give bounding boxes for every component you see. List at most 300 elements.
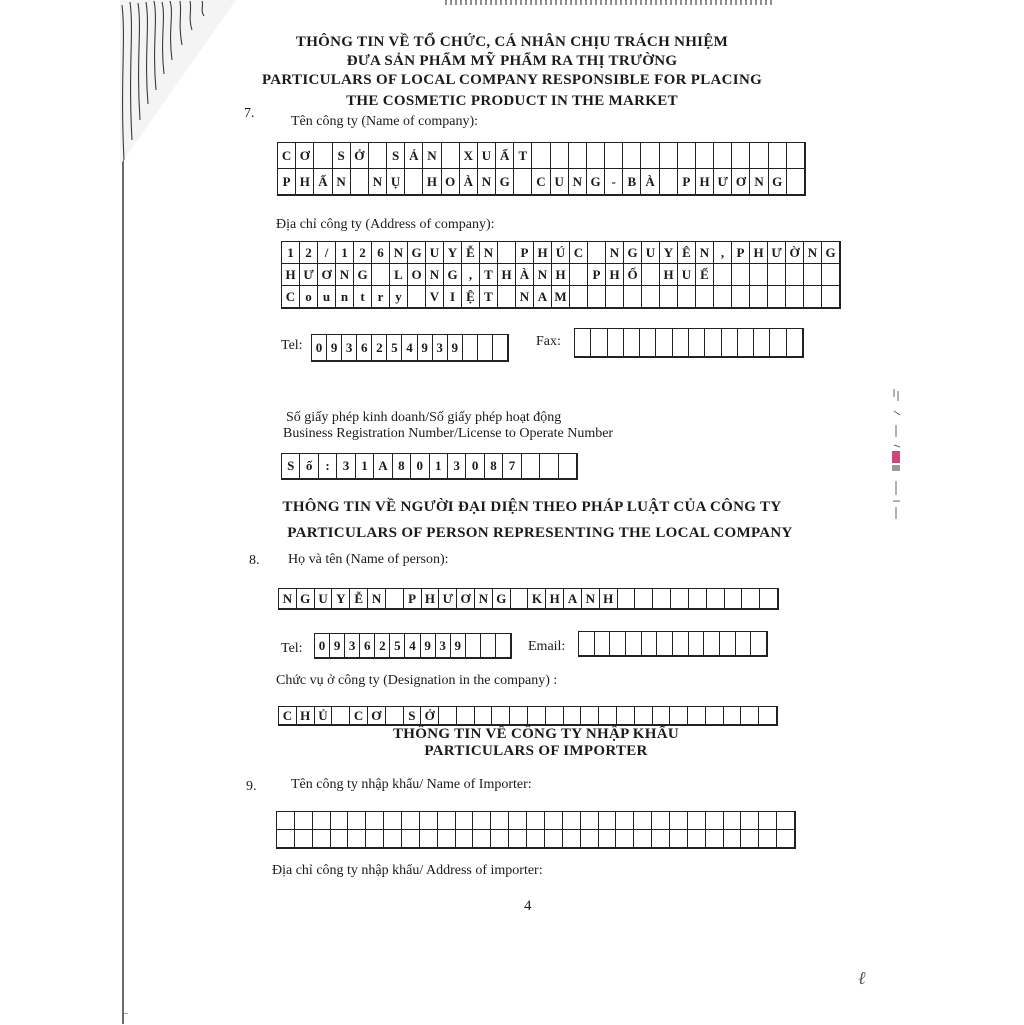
fax-digit-box [738,329,754,357]
address-char-box [498,286,516,308]
address-char-box [768,264,786,286]
designation-char-box [688,707,706,725]
person-tel-grid[interactable] [314,633,512,659]
address-char-box: 6 [372,242,390,264]
page-number: 4 [524,898,532,914]
name-char-box: P [404,589,422,609]
designation-char-box [635,707,653,725]
importer-title-vi: THÔNG TIN VỀ CÔNG TY NHẬP KHẨU [393,726,679,742]
company-char-box [314,143,332,169]
address-char-box: L [390,264,408,286]
person-tel-digit-box: 0 [315,634,330,658]
address-char-box [714,264,732,286]
importer-char-box [759,830,777,848]
company-char-box [787,143,805,169]
importer-char-box [563,830,581,848]
address-char-box [714,286,732,308]
designation-char-box [724,707,742,725]
email-char-box [673,632,689,656]
importer-char-box [331,830,349,848]
fax-digit-box [656,329,672,357]
designation-char-box: Ở [421,707,439,725]
name-char-box: N [368,589,386,609]
importer-char-box [277,812,295,830]
address-char-box: T [480,264,498,286]
license-char-box: 8 [393,454,411,479]
person-tel-digit-box: 5 [390,634,405,658]
address-char-box [642,264,660,286]
address-char-box: N [336,264,354,286]
importer-char-box [366,830,384,848]
importer-char-box [741,812,759,830]
address-char-box: Ễ [462,242,480,264]
email-char-box [704,632,720,656]
tel-digit-box: 3 [342,335,357,361]
person-tel-digit-box: 9 [330,634,345,658]
tel-digit-box: 6 [357,335,372,361]
company-char-box [351,169,369,195]
company-char-box: T [514,143,532,169]
importer-char-box [545,830,563,848]
designation-char-box [617,707,635,725]
company-char-box: O [442,169,460,195]
address-char-box: N [426,264,444,286]
person-tel-digit-box: 9 [451,634,466,658]
header-line-1: THÔNG TIN VỀ TỔ CHỨC, CÁ NHÂN CHỊU TRÁCH NHIỆM [295,34,729,50]
person-tel-digit-box: 4 [405,634,420,658]
name-char-box: N [582,589,600,609]
company-char-box [623,143,641,169]
person-tel-digit-box [481,634,496,658]
company-char-box: G [769,169,787,195]
company-char-box: C [278,143,296,169]
address-char-box [570,264,588,286]
fax-digit-box [787,329,803,357]
address-char-box: P [732,242,750,264]
company-char-box: N [369,169,387,195]
license-char-box [522,454,540,479]
license-char-box: S [282,454,300,479]
email-grid[interactable] [578,631,768,657]
address-char-box: P [516,242,534,264]
name-char-box: K [528,589,546,609]
designation-char-box [653,707,671,725]
designation-char-box [475,707,493,725]
address-char-box [570,286,588,308]
name-char-box: H [546,589,564,609]
name-char-box [511,589,529,609]
email-char-box [689,632,705,656]
address-char-box: M [552,286,570,308]
license-char-box [559,454,577,479]
address-char-box: C [282,286,300,308]
address-char-box [804,286,822,308]
designation-char-box: H [297,707,315,725]
address-char-box: H [282,264,300,286]
designation-char-box: Ủ [315,707,333,725]
address-char-box: U [678,264,696,286]
importer-char-box [581,830,599,848]
company-char-box: Ụ [387,169,405,195]
importer-char-box [509,812,527,830]
tel-digit-box: 5 [387,335,402,361]
license-char-box: 3 [448,454,466,479]
header-line-4: THE COSMETIC PRODUCT IN THE MARKET [346,93,678,109]
name-char-box: G [493,589,511,609]
company-char-box [696,143,714,169]
importer-char-box [616,812,634,830]
fax-label: Fax: [536,334,561,349]
email-char-box [720,632,736,656]
importer-char-box [295,812,313,830]
company-char-box: N [423,143,441,169]
designation-char-box [706,707,724,725]
company-char-box: H [296,169,314,195]
address-char-box: G [624,242,642,264]
license-char-box: 1 [356,454,374,479]
name-char-box: Y [332,589,350,609]
company-char-box [714,143,732,169]
name-char-box: H [600,589,618,609]
company-char-box [750,143,768,169]
importer-char-box [634,812,652,830]
name-char-box [760,589,778,609]
person-tel-digit-box: 3 [345,634,360,658]
designation-char-box: C [279,707,297,725]
designation-char-box [564,707,582,725]
address-char-box: G [408,242,426,264]
tel-digit-box: 9 [327,335,342,361]
person-name-label: Họ và tên (Name of person): [288,552,449,567]
company-char-box [678,143,696,169]
address-char-box: H [498,264,516,286]
name-char-box: Ơ [457,589,475,609]
address-char-box [732,264,750,286]
address-char-box [642,286,660,308]
address-char-box: V [426,286,444,308]
designation-char-box [492,707,510,725]
address-char-box: G [444,264,462,286]
address-char-box: Ú [552,242,570,264]
importer-char-box [741,830,759,848]
company-char-box [769,143,787,169]
person-tel-digit-box [496,634,511,658]
company-char-box [569,143,587,169]
importer-char-box [420,830,438,848]
email-char-box [579,632,595,656]
license-char-box [540,454,558,479]
company-char-box: B [623,169,641,195]
company-char-box: - [605,169,623,195]
name-char-box [742,589,760,609]
email-char-box [610,632,626,656]
address-char-box: t [354,286,372,308]
importer-char-box [491,830,509,848]
address-char-box [678,286,696,308]
address-char-box: Ố [624,264,642,286]
name-char-box: A [564,589,582,609]
address-char-box [498,242,516,264]
address-char-box: Ệ [462,286,480,308]
company-char-box [587,143,605,169]
email-char-box [736,632,752,656]
company-char-box: P [678,169,696,195]
company-char-box [660,143,678,169]
license-char-box: 1 [430,454,448,479]
tel-digit-box: 9 [448,335,463,361]
address-char-box: / [318,242,336,264]
address-char-box [660,286,678,308]
company-char-box: N [478,169,496,195]
importer-char-box [473,830,491,848]
address-char-box: , [714,242,732,264]
importer-char-box [759,812,777,830]
importer-title-en: PARTICULARS OF IMPORTER [424,743,648,759]
name-char-box [671,589,689,609]
name-char-box [618,589,636,609]
license-char-box: 7 [503,454,521,479]
tel-digit-box [463,335,478,361]
tel-digit-box: 9 [418,335,433,361]
name-char-box: H [422,589,440,609]
fax-digit-box [591,329,607,357]
importer-char-box [688,830,706,848]
name-char-box [386,589,404,609]
fax-digit-box [722,329,738,357]
importer-char-box [331,812,349,830]
address-char-box: Y [444,242,462,264]
company-char-box: H [423,169,441,195]
importer-char-box [670,812,688,830]
person-tel-digit-box: 9 [421,634,436,658]
address-char-box [588,242,606,264]
importer-char-box [652,830,670,848]
importer-char-box [527,812,545,830]
importer-char-box [724,812,742,830]
importer-address-label: Địa chỉ công ty nhập khẩu/ Address of importer: [272,863,543,878]
company-char-box: H [696,169,714,195]
address-char-box: C [570,242,588,264]
address-char-box: N [480,242,498,264]
address-char-box [732,286,750,308]
initials-mark: ℓ [858,968,866,988]
company-char-box [641,143,659,169]
importer-char-box [366,812,384,830]
email-char-box [626,632,642,656]
company-char-box [787,169,805,195]
company-address-grid[interactable] [281,241,841,309]
designation-char-box [581,707,599,725]
address-char-box: H [552,264,570,286]
address-char-box: G [354,264,372,286]
section-9-number: 9. [246,779,257,794]
company-char-box: U [478,143,496,169]
address-char-box: U [642,242,660,264]
address-char-box [696,286,714,308]
designation-char-box [332,707,350,725]
importer-char-box [420,812,438,830]
tel-digit-box: 2 [372,335,387,361]
importer-char-box [402,812,420,830]
address-char-box: Y [660,242,678,264]
importer-char-box [616,830,634,848]
address-char-box [786,286,804,308]
importer-char-box [277,830,295,848]
fax-digit-box [624,329,640,357]
license-char-box: 0 [411,454,429,479]
tel-digit-box: 3 [433,335,448,361]
license-char-box: 0 [466,454,484,479]
importer-char-box [384,812,402,830]
address-char-box: H [750,242,768,264]
name-char-box [707,589,725,609]
importer-char-box [777,812,795,830]
address-char-box [822,264,840,286]
company-char-box [551,143,569,169]
address-char-box: u [318,286,336,308]
tel-digit-box: 4 [402,335,417,361]
importer-char-box [670,830,688,848]
name-char-box [725,589,743,609]
person-tel-digit-box [466,634,481,658]
name-char-box: G [297,589,315,609]
designation-grid[interactable] [278,706,778,726]
address-char-box: A [534,286,552,308]
company-char-box [532,143,550,169]
company-char-box: N [569,169,587,195]
importer-char-box [402,830,420,848]
designation-char-box [670,707,688,725]
name-char-box [689,589,707,609]
designation-char-box [439,707,457,725]
fax-digit-box [575,329,591,357]
fax-digit-box [673,329,689,357]
address-char-box: G [822,242,840,264]
top-scan-smudge [445,0,775,5]
address-char-box: H [606,264,624,286]
importer-name-grid[interactable] [276,811,796,849]
designation-char-box: S [404,707,422,725]
email-char-box [642,632,658,656]
license-char-box: 8 [485,454,503,479]
company-char-box: À [641,169,659,195]
importer-char-box [652,812,670,830]
address-char-box: N [606,242,624,264]
company-char-box: Ư [714,169,732,195]
designation-char-box [741,707,759,725]
address-char-box [624,286,642,308]
license-number-grid[interactable] [281,453,578,480]
company-char-box: Ơ [732,169,750,195]
address-char-box: N [804,242,822,264]
address-char-box: H [534,242,552,264]
company-char-box [442,143,460,169]
designation-char-box [528,707,546,725]
company-char-box: Ấ [496,143,514,169]
company-fax-grid[interactable] [574,328,804,358]
section-7-number: 7. [244,106,255,121]
address-char-box: Ê [678,242,696,264]
company-char-box: U [551,169,569,195]
email-char-box [595,632,611,656]
company-char-box: Ả [405,143,423,169]
importer-char-box [313,812,331,830]
fax-digit-box [754,329,770,357]
name-char-box: N [475,589,493,609]
designation-label: Chức vụ ở công ty (Designation in the company) : [276,673,558,688]
address-char-box: P [588,264,606,286]
company-name-grid[interactable] [277,142,806,196]
email-label: Email: [528,639,566,654]
designation-char-box [386,707,404,725]
importer-char-box [599,812,617,830]
address-char-box [606,286,624,308]
company-char-box: Ở [351,143,369,169]
address-char-box: Ư [768,242,786,264]
representative-title-vi: THÔNG TIN VỀ NGƯỜI ĐẠI DIỆN THEO PHÁP LUẬT CỦA CÔNG TY [282,499,782,515]
tel-label: Tel: [281,338,303,353]
importer-char-box [599,830,617,848]
importer-char-box [509,830,527,848]
importer-char-box [777,830,795,848]
company-char-box [660,169,678,195]
company-char-box [369,143,387,169]
company-char-box [605,143,623,169]
importer-char-box [384,830,402,848]
company-char-box: G [587,169,605,195]
address-char-box: Ơ [318,264,336,286]
importer-char-box [456,830,474,848]
license-char-box: 3 [337,454,355,479]
address-char-box [786,264,804,286]
address-char-box: Ờ [786,242,804,264]
fax-digit-box [705,329,721,357]
company-char-box: S [333,143,351,169]
address-char-box [408,286,426,308]
fax-digit-box [689,329,705,357]
company-char-box: Ấ [314,169,332,195]
address-char-box: 1 [336,242,354,264]
designation-char-box [759,707,777,725]
address-char-box: À [516,264,534,286]
importer-char-box [724,830,742,848]
designation-char-box [599,707,617,725]
fax-digit-box [640,329,656,357]
tel-digit-box [493,335,508,361]
person-name-grid[interactable] [278,588,779,610]
address-char-box: , [462,264,480,286]
importer-char-box [348,830,366,848]
importer-name-label: Tên công ty nhập khẩu/ Name of Importer: [291,777,532,792]
email-char-box [751,632,767,656]
importer-char-box [634,830,652,848]
company-tel-grid[interactable] [311,334,509,362]
email-char-box [657,632,673,656]
address-char-box [822,286,840,308]
address-char-box: I [444,286,462,308]
address-char-box: 2 [300,242,318,264]
address-char-box: Ư [300,264,318,286]
company-address-label: Địa chỉ công ty (Address of company): [276,217,495,232]
importer-char-box [688,812,706,830]
name-char-box [635,589,653,609]
company-char-box: À [460,169,478,195]
license-label-vi: Số giấy phép kinh doanh/Số giấy phép hoạt động [286,410,562,425]
address-char-box: 1 [282,242,300,264]
company-char-box: C [532,169,550,195]
designation-char-box [546,707,564,725]
importer-char-box [456,812,474,830]
